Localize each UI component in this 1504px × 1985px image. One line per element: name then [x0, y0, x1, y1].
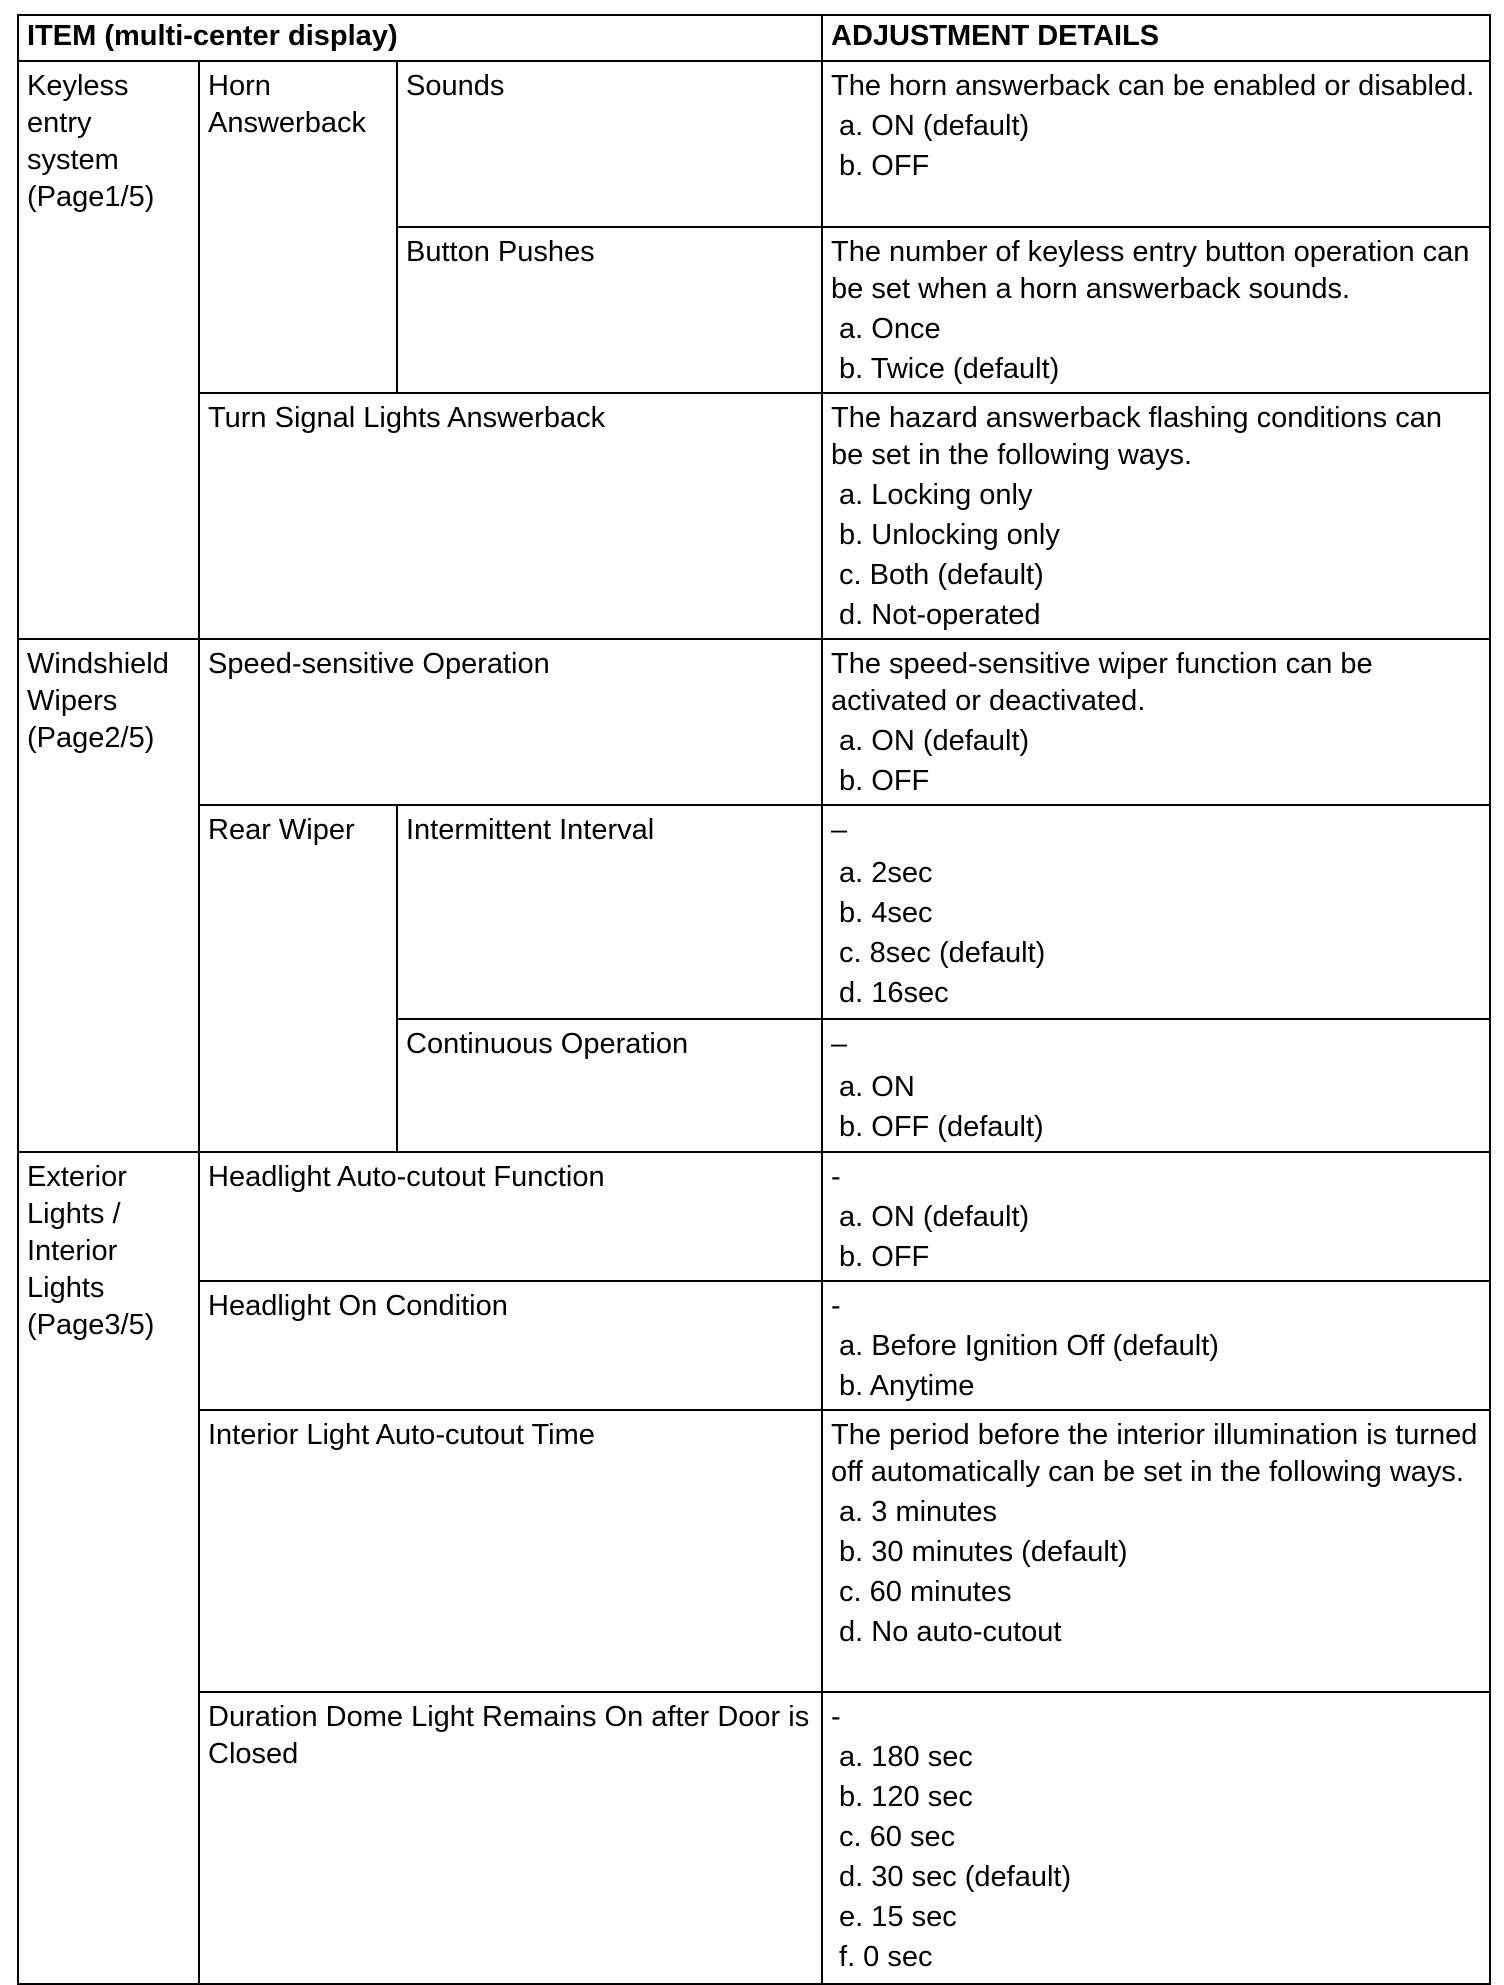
details-description: The speed-sensitive wiper function can be activated or deactivated.: [831, 648, 1373, 717]
option-item: b. Unlocking only: [839, 519, 1060, 551]
item-label-button-pushes: Button Pushes: [397, 227, 822, 393]
table-row: [18, 639, 1490, 805]
option-item: f. 0 sec: [839, 1941, 933, 1973]
option-item: a. Locking only: [839, 479, 1033, 511]
option-item: d. 30 sec (default): [839, 1861, 1072, 1893]
settings-table: [17, 14, 1491, 1985]
option-item: b. 4sec: [839, 897, 933, 929]
option-item: a. Before Ignition Off (default): [839, 1330, 1219, 1362]
details-cell: [822, 1410, 1490, 1692]
table-row: [18, 1152, 1490, 1281]
item-label-headlight-on-condition: Headlight On Condition: [199, 1281, 822, 1410]
option-item: c. 8sec (default): [839, 937, 1046, 969]
details-description: The period before the interior illumination is turned off automatically can be set in the following ways.: [831, 1419, 1478, 1488]
option-item: b. OFF: [839, 150, 930, 182]
item-header: ITEM (multi-center display): [18, 15, 822, 61]
table-row: [18, 393, 1490, 639]
option-item: b. 30 minutes (default): [839, 1536, 1128, 1568]
details-description: –: [831, 1028, 848, 1060]
details-cell: [822, 393, 1490, 639]
item-label-dome-duration: Duration Dome Light Remains On after Door is Closed: [199, 1692, 822, 1984]
option-item: d. 16sec: [839, 977, 949, 1009]
adjustment-header: ADJUSTMENT DETAILS: [822, 15, 1490, 61]
details-description: -: [831, 1161, 841, 1193]
option-item: b. 120 sec: [839, 1781, 973, 1813]
details-cell: [822, 1019, 1490, 1152]
option-item: e. 15 sec: [839, 1901, 957, 1933]
table-row: [18, 1692, 1490, 1984]
option-item: b. Twice (default): [839, 353, 1060, 385]
item-label-interior-cutout-time: Interior Light Auto-cutout Time: [199, 1410, 822, 1692]
group-label-keyless: Keyless entry system (Page1/5): [18, 61, 199, 639]
option-item: b. OFF: [839, 1241, 930, 1273]
option-item: d. No auto-cutout: [839, 1616, 1062, 1648]
option-item: a. 2sec: [839, 857, 933, 889]
item-label-headlight-auto-cutout: Headlight Auto-cutout Function: [199, 1152, 822, 1281]
option-item: a. ON: [839, 1071, 915, 1103]
details-description: The hazard answerback flashing conditions can be set in the following ways.: [831, 402, 1442, 471]
details-description: -: [831, 1290, 841, 1322]
option-item: a. 180 sec: [839, 1741, 973, 1773]
header-row: [18, 15, 1490, 61]
table-row: [18, 61, 1490, 227]
option-item: a. 3 minutes: [839, 1496, 997, 1528]
table-row: [18, 1410, 1490, 1692]
option-item: b. OFF: [839, 765, 930, 797]
details-description: The horn answerback can be enabled or disabled.: [831, 70, 1475, 102]
details-description: –: [831, 814, 848, 846]
details-description: -: [831, 1701, 841, 1733]
subgroup-label-rear-wiper: Rear Wiper: [199, 805, 397, 1152]
item-label-continuous: Continuous Operation: [397, 1019, 822, 1152]
option-item: c. 60 minutes: [839, 1576, 1012, 1608]
option-item: a. ON (default): [839, 1201, 1030, 1233]
option-item: a. ON (default): [839, 110, 1030, 142]
table-row: [18, 805, 1490, 1019]
item-label-intermittent: Intermittent Interval: [397, 805, 822, 1019]
details-cell: [822, 1152, 1490, 1281]
option-item: a. Once: [839, 313, 941, 345]
subgroup-label-horn-answerback: Horn Answerback: [199, 61, 397, 393]
group-label-wipers: Windshield Wipers (Page2/5): [18, 639, 199, 1152]
details-cell: [822, 639, 1490, 805]
details-cell: [822, 805, 1490, 1019]
option-item: a. ON (default): [839, 725, 1030, 757]
option-item: c. Both (default): [839, 559, 1044, 591]
option-item: d. Not-operated: [839, 599, 1041, 631]
details-cell: [822, 227, 1490, 393]
item-label-speed-sensitive: Speed-sensitive Operation: [199, 639, 822, 805]
table-row: [18, 1281, 1490, 1410]
item-label-sounds: Sounds: [397, 61, 822, 227]
details-cell: [822, 61, 1490, 227]
details-cell: [822, 1692, 1490, 1984]
details-cell: [822, 1281, 1490, 1410]
details-description: The number of keyless entry button operation can be set when a horn answerback sounds.: [831, 236, 1470, 305]
option-item: b. OFF (default): [839, 1111, 1044, 1143]
group-label-lights: Exterior Lights / Interior Lights (Page3/5): [18, 1152, 199, 1984]
option-item: c. 60 sec: [839, 1821, 956, 1853]
option-item: b. Anytime: [839, 1370, 975, 1402]
item-label-turn-signal: Turn Signal Lights Answerback: [199, 393, 822, 639]
